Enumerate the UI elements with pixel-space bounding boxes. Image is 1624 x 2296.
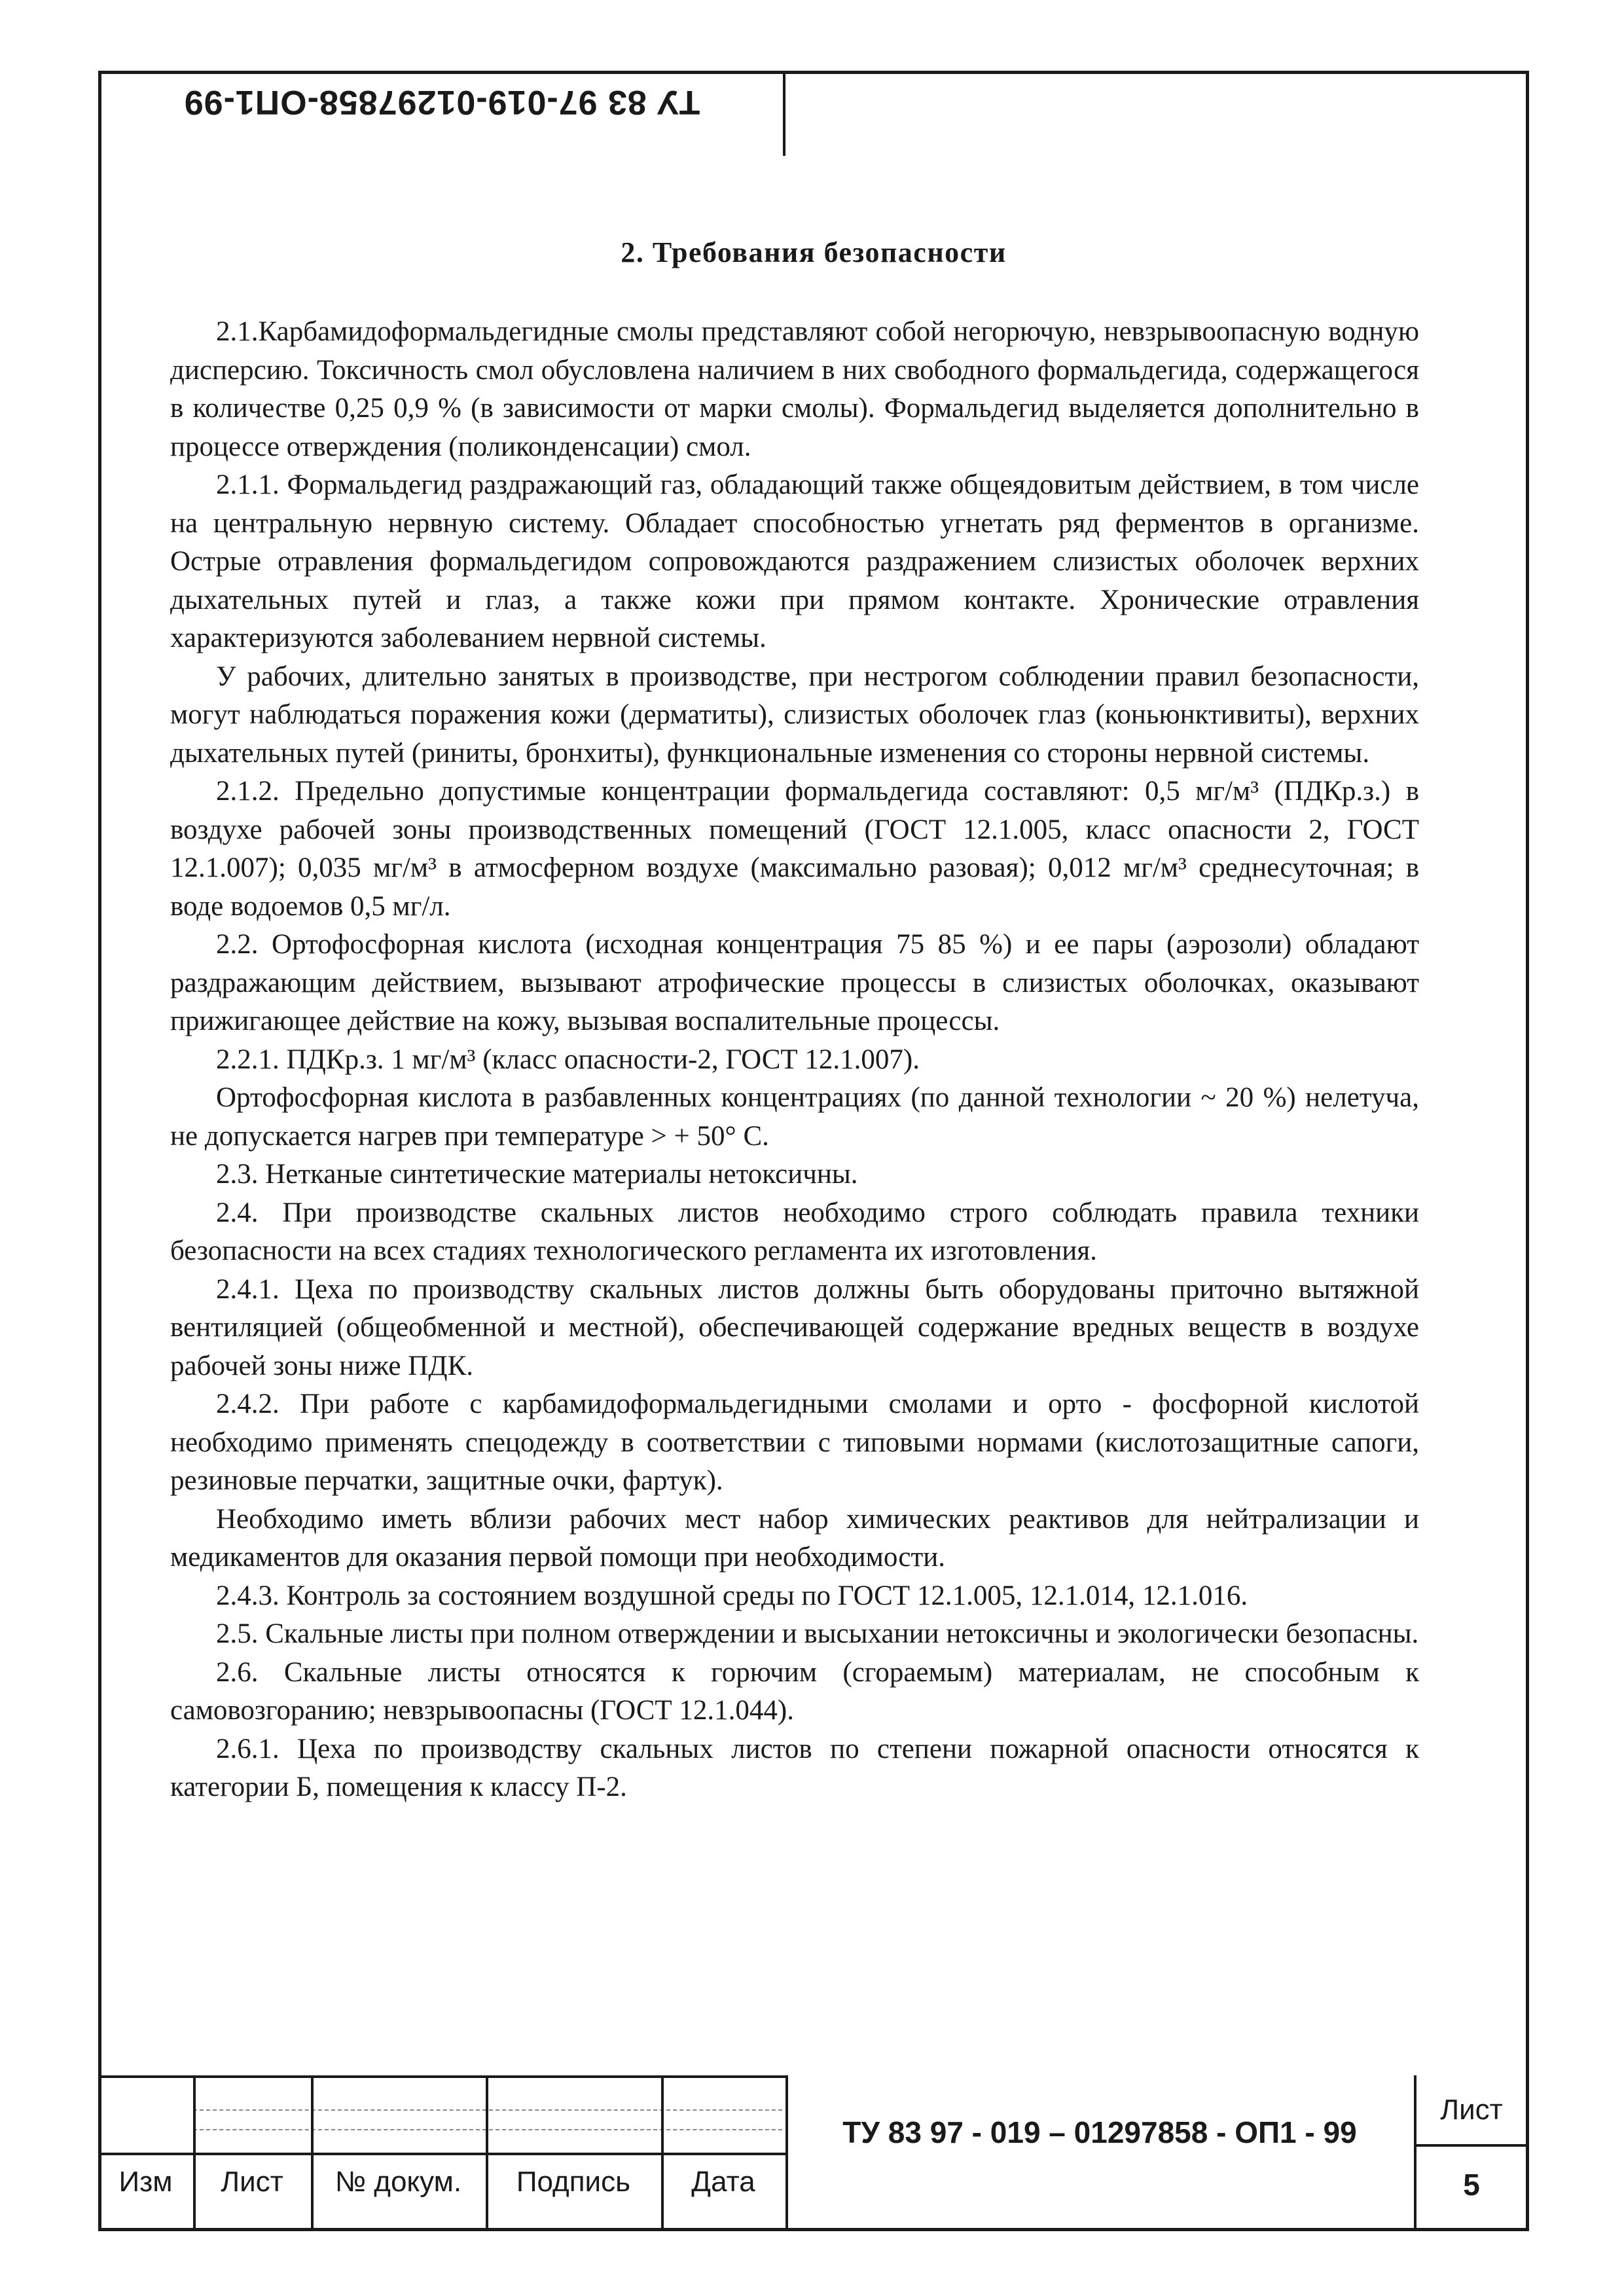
paragraph: У рабочих, длительно занятых в производстве, при нестрогом соблюдении правил безопасности, могут наблюдаться поражения кожи (дерматиты), слизистых оболочек глаз (коньюнктивиты), верхних дыхательных путей (риниты, бронхиты), функциональные изменения со стороны нервной системы. — [170, 661, 1419, 769]
title-block-divider — [785, 2075, 788, 2231]
paragraph: 2.3. Нетканые синтетические материалы нетоксичны. — [216, 1159, 858, 1190]
paragraph: 2.1.Карбамидоформальдегидные смолы представляют собой негорючую, невзрывоопасную водную дисперсию. Токсичность смол обусловлена наличием в них свободного формальдегида, содержащегося в количестве 0,25 0,9 % (в зависимости от марки смолы). Формальдегид выделяется дополнительно в процессе отверждения (поликонденсации) смол. — [170, 316, 1419, 462]
paragraph: 2.5. Скальные листы при полном отверждении и высыхании нетоксичны и экологически безопасны. — [216, 1618, 1419, 1649]
column-label-sheet: Лист — [221, 2166, 283, 2198]
table-column-rule — [486, 2075, 488, 2231]
table-column-rule — [193, 2075, 196, 2231]
paragraph: 2.1.1. Формальдегид раздражающий газ, обладающий также общеядовитым действием, в том числе на центральную нервную систему. Обладает способностью угнетать ряд ферментов в организме. Острые отравления формальдегидом сопровождаются раздражением слизистых оболочек верхних дыхательных путей и глаз, а также кожи при прямом контакте. Хронические отравления характеризуются заболеванием нервной системы. — [170, 469, 1419, 653]
paragraph: Необходимо иметь вблизи рабочих мест набор химических реактивов для нейтрализации и медикаментов для оказания первой помощи при необходимости. — [170, 1503, 1419, 1573]
paragraph: 2.4.3. Контроль за состоянием воздушной среды по ГОСТ 12.1.005, 12.1.014, 12.1.016. — [216, 1580, 1248, 1611]
sheet-number: 5 — [1463, 2168, 1480, 2202]
title-block — [98, 2075, 1529, 2231]
paragraph: 2.2. Ортофосфорная кислота (исходная концентрация 75 85 %) и ее пары (аэрозоли) обладают раздражающим действием, вызывают атрофические процессы в слизистых оболочках, оказывают прижигающее действие на кожу, вызывая воспалительные процессы. — [170, 929, 1419, 1036]
paragraph: 2.2.1. ПДКр.з. 1 мг/м³ (класс опасности-2, ГОСТ 12.1.007). — [216, 1044, 920, 1075]
paragraph: 2.4.2. При работе с карбамидоформальдегидными смолами и орто - фосфорной кислотой необходимо применять спецодежду в соответствии с типовыми нормами (кислотозащитные сапоги, резиновые перчатки, защитные очки, фартук). — [170, 1389, 1419, 1496]
column-label-change: Изм — [118, 2166, 173, 2198]
document-code: ТУ 83 97 - 019 – 01297858 - ОП1 - 99 — [842, 2115, 1357, 2149]
section-title: 2. Требования безопасности — [621, 236, 1007, 268]
paragraph: 2.4.1. Цеха по производству скальных листов должны быть оборудованы приточно вытяжной вентиляцией (общеобменной и местной), обеспечивающей содержание вредных веществ в воздухе рабочей зоны ниже ПДК. — [170, 1273, 1419, 1381]
paragraph: Ортофосфорная кислота в разбавленных концентрациях (по данной технологии ~ 20 %) нелетуча, не допускается нагрев при температуре > + 50° С. — [170, 1082, 1419, 1152]
document-code-stamp: ТУ 83 97-019-01297858-ОП1-99 — [183, 83, 700, 121]
sheet-label: Лист — [1440, 2094, 1503, 2126]
table-column-rule — [661, 2075, 664, 2231]
section-body — [170, 313, 1419, 1807]
column-label-doc-number: № докум. — [334, 2166, 462, 2198]
table-rule — [98, 2075, 785, 2078]
paragraph: 2.1.2. Предельно допустимые концентрации формальдегида составляют: 0,5 мг/м³ (ПДКр.з.) в воздухе рабочей зоны производственных помещений (ГОСТ 12.1.005, класс опасности 2, ГОСТ 12.1.007); 0,035 мг/м³ в атмосферном воздухе (максимально разовая); 0,012 мг/м³ среднесуточная; в воде водоемов 0,5 мг/л. — [170, 776, 1419, 922]
top-stamp-box — [98, 71, 785, 156]
table-rule — [98, 2153, 785, 2155]
paragraph: 2.4. При производстве скальных листов необходимо строго соблюдать правила техники безопасности на всех стадиях технологического регламента их изготовления. — [170, 1197, 1419, 1266]
paragraph: 2.6.1. Цеха по производству скальных листов по степени пожарной опасности относятся к категории Б, помещения к классу П-2. — [170, 1733, 1419, 1802]
revision-table — [98, 2075, 785, 2231]
table-column-rule — [311, 2075, 314, 2231]
paragraph: 2.6. Скальные листы относятся к горючим (сгораемым) материалам, не способным к самовозгоранию; невзрывоопасны (ГОСТ 12.1.044). — [170, 1656, 1419, 1726]
column-label-date: Дата — [691, 2166, 755, 2198]
column-label-signature: Подпись — [516, 2166, 631, 2198]
sheet-cell-rule — [1414, 2144, 1529, 2147]
